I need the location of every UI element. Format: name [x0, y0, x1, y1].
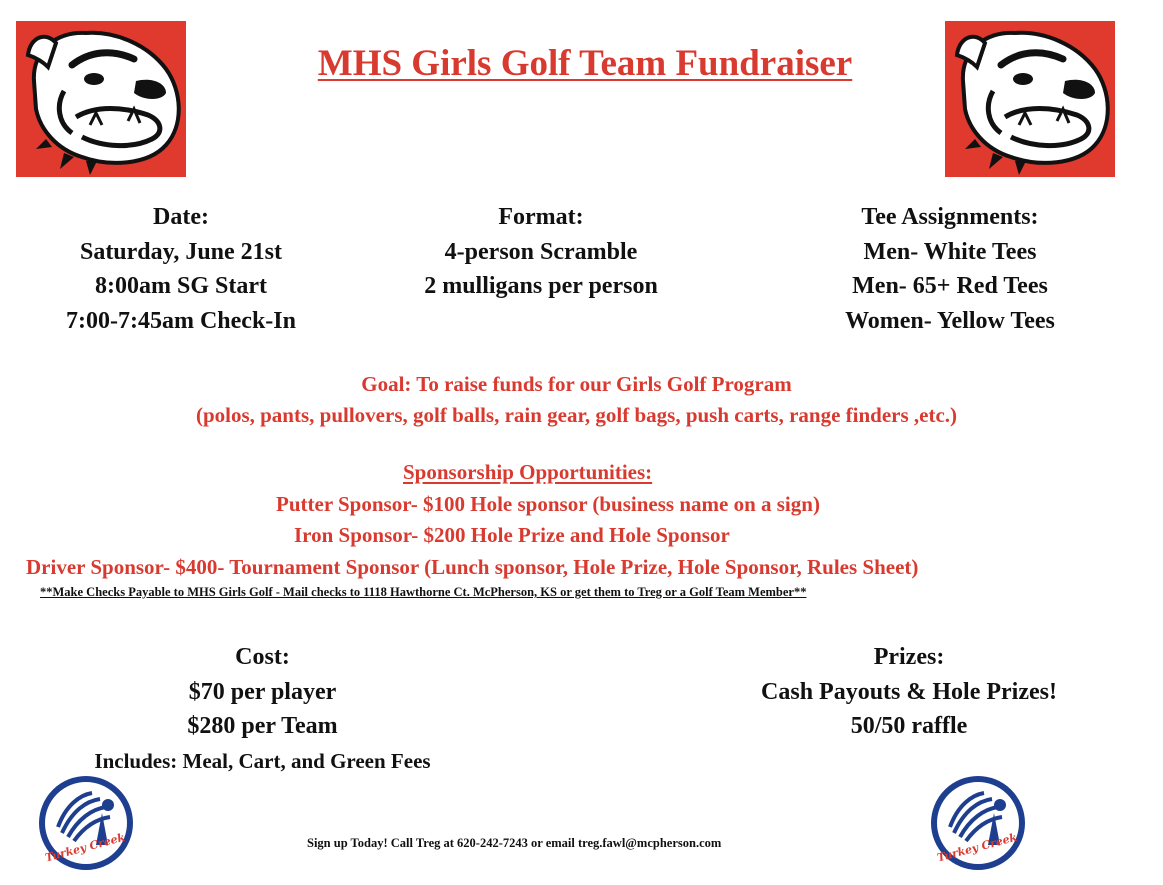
- tee-section: [800, 200, 1100, 338]
- cost-heading: Cost:: [235, 644, 290, 670]
- format-heading: Format:: [498, 204, 584, 230]
- bulldog-logo-right: [945, 21, 1115, 177]
- cost-per-player: $70 per player: [188, 678, 337, 705]
- course-logo-left: [38, 775, 134, 871]
- goal-line: Goal: To raise funds for our Girls Golf Program: [361, 372, 792, 396]
- course-script-text: Turkey Creek: [43, 830, 127, 865]
- check-in-time: 7:00-7:45am Check-In: [66, 307, 296, 334]
- start-time: 8:00am SG Start: [95, 273, 267, 299]
- bulldog-logo-left: [16, 21, 186, 177]
- cash-payouts: Cash Payouts & Hole Prizes!: [761, 678, 1057, 705]
- goal-section: [0, 369, 1163, 431]
- course-logo-right: [930, 775, 1026, 871]
- cost-per-team: $280 per Team: [187, 713, 338, 739]
- goal-items: (polos, pants, pullovers, golf balls, rain gear, golf bags, push carts, range finders ,etc.): [195, 403, 958, 427]
- flyer-title: MHS Girls Golf Team Fundraiser: [317, 43, 853, 84]
- signup-line: Sign up Today! Call Treg at 620-242-7243 or email treg.fawl@mcpherson.com: [307, 836, 722, 850]
- tee-men: Men- White Tees: [863, 238, 1037, 265]
- cost-includes: Includes: Meal, Cart, and Green Fees: [94, 748, 431, 773]
- sponsorship-heading: Sponsorship Opportunities:: [403, 460, 653, 484]
- driver-sponsor: Driver Sponsor- $400- Tournament Sponsor (Lunch sponsor, Hole Prize, Hole Sponsor, Rules Sheet): [26, 555, 919, 579]
- mulligans: 2 mulligans per person: [424, 273, 658, 299]
- tee-heading: Tee Assignments:: [861, 204, 1039, 230]
- prizes-heading: Prizes:: [873, 644, 945, 670]
- raffle: 50/50 raffle: [850, 713, 968, 739]
- format-section: [380, 200, 702, 304]
- tee-men-65: Men- 65+ Red Tees: [852, 273, 1048, 299]
- format-type: 4-person Scramble: [444, 238, 638, 265]
- cost-section: [40, 640, 485, 776]
- putter-sponsor: Putter Sponsor- $100 Hole sponsor (business name on a sign): [276, 492, 820, 516]
- iron-sponsor: Iron Sponsor- $200 Hole Prize and Hole Sponsor: [294, 523, 730, 547]
- date-heading: Date:: [153, 204, 209, 230]
- checks-note: **Make Checks Payable to MHS Girls Golf - Mail checks to 1118 Hawthorne Ct. McPherson, KS or get them to Treg or a Golf Team Member**: [40, 585, 807, 599]
- event-date: Saturday, June 21st: [79, 238, 283, 265]
- tee-women: Women- Yellow Tees: [845, 307, 1055, 334]
- date-section: [30, 200, 332, 338]
- prizes-section: [708, 640, 1110, 744]
- course-script-text: Turkey Creek: [935, 830, 1019, 865]
